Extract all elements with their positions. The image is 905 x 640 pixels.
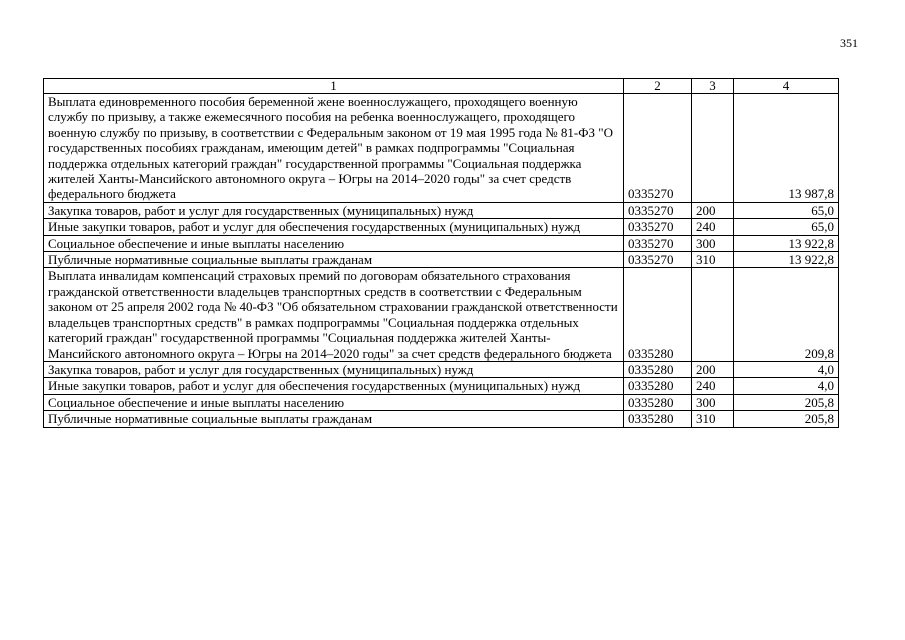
- table-row: [44, 252, 839, 268]
- row-expense-type: 310: [692, 252, 734, 268]
- row-target-code: 0335270: [624, 94, 692, 203]
- row-expense-type: [692, 268, 734, 361]
- page-number: 351: [840, 36, 858, 50]
- table-row: [44, 268, 839, 361]
- row-target-code: 0335270: [624, 235, 692, 251]
- row-description: Социальное обеспечение и иные выплаты населению: [44, 235, 624, 251]
- row-amount: 65,0: [734, 219, 839, 235]
- row-amount: 209,8: [734, 268, 839, 361]
- row-target-code: 0335280: [624, 411, 692, 427]
- column-header-4: 4: [734, 79, 839, 94]
- row-expense-type: 310: [692, 411, 734, 427]
- row-description: Публичные нормативные социальные выплаты гражданам: [44, 411, 624, 427]
- row-target-code: 0335280: [624, 378, 692, 394]
- row-target-code: 0335270: [624, 252, 692, 268]
- row-description: Выплата единовременного пособия беременной жене военнослужащего, проходящего военную службу по призыву, а также ежемесячного пособия на ребенка военнослужащего, проходящего военную службу по призыву, в соответствии с Федеральным законом от 19 мая 1995 года № 81-ФЗ "О государственных пособиях гражданам, имеющим детей" в рамках подпрограммы "Социальная поддержка отдельных категорий граждан" государственной программы "Социальная поддержка жителей Ханты-Мансийского автономного округа – Югры на 2014–2020 годы" за счет средств федерального бюджета: [44, 94, 624, 203]
- table-row: [44, 94, 839, 203]
- row-expense-type: 240: [692, 219, 734, 235]
- table-row: [44, 202, 839, 218]
- table-row: [44, 378, 839, 394]
- row-expense-type: 200: [692, 202, 734, 218]
- row-description: Иные закупки товаров, работ и услуг для обеспечения государственных (муниципальных) нужд: [44, 219, 624, 235]
- row-amount: 13 987,8: [734, 94, 839, 203]
- column-header-2: 2: [624, 79, 692, 94]
- column-header-1: 1: [44, 79, 624, 94]
- table-row: [44, 361, 839, 377]
- table-row: [44, 411, 839, 427]
- row-target-code: 0335270: [624, 202, 692, 218]
- row-description: Публичные нормативные социальные выплаты гражданам: [44, 252, 624, 268]
- row-expense-type: 300: [692, 394, 734, 410]
- row-expense-type: 240: [692, 378, 734, 394]
- row-expense-type: [692, 94, 734, 203]
- row-amount: 13 922,8: [734, 252, 839, 268]
- row-expense-type: 300: [692, 235, 734, 251]
- table-row: [44, 219, 839, 235]
- row-description: Иные закупки товаров, работ и услуг для обеспечения государственных (муниципальных) нужд: [44, 378, 624, 394]
- row-description: Закупка товаров, работ и услуг для государственных (муниципальных) нужд: [44, 202, 624, 218]
- table-row: [44, 235, 839, 251]
- row-amount: 4,0: [734, 378, 839, 394]
- table-row: [44, 394, 839, 410]
- row-description: Закупка товаров, работ и услуг для государственных (муниципальных) нужд: [44, 361, 624, 377]
- row-amount: 205,8: [734, 411, 839, 427]
- row-description: Социальное обеспечение и иные выплаты населению: [44, 394, 624, 410]
- row-amount: 4,0: [734, 361, 839, 377]
- column-header-3: 3: [692, 79, 734, 94]
- table-header-row: [44, 79, 839, 94]
- row-amount: 13 922,8: [734, 235, 839, 251]
- row-target-code: 0335280: [624, 361, 692, 377]
- row-target-code: 0335270: [624, 219, 692, 235]
- row-target-code: 0335280: [624, 268, 692, 361]
- row-amount: 205,8: [734, 394, 839, 410]
- row-amount: 65,0: [734, 202, 839, 218]
- row-target-code: 0335280: [624, 394, 692, 410]
- row-expense-type: 200: [692, 361, 734, 377]
- budget-table: [43, 78, 839, 428]
- row-description: Выплата инвалидам компенсаций страховых премий по договорам обязательного страхования гражданской ответственности владельцев транспортных средств в соответствии с Федеральным законом от 25 апреля 2002 года № 40-ФЗ "Об обязательном страховании гражданской ответственности владельцев транспортных средств" в рамках подпрограммы "Социальная поддержка отдельных категорий граждан" государственной программы "Социальная поддержка жителей Ханты-Мансийского автономного округа – Югры на 2014–2020 годы" за счет средств федерального бюджета: [44, 268, 624, 361]
